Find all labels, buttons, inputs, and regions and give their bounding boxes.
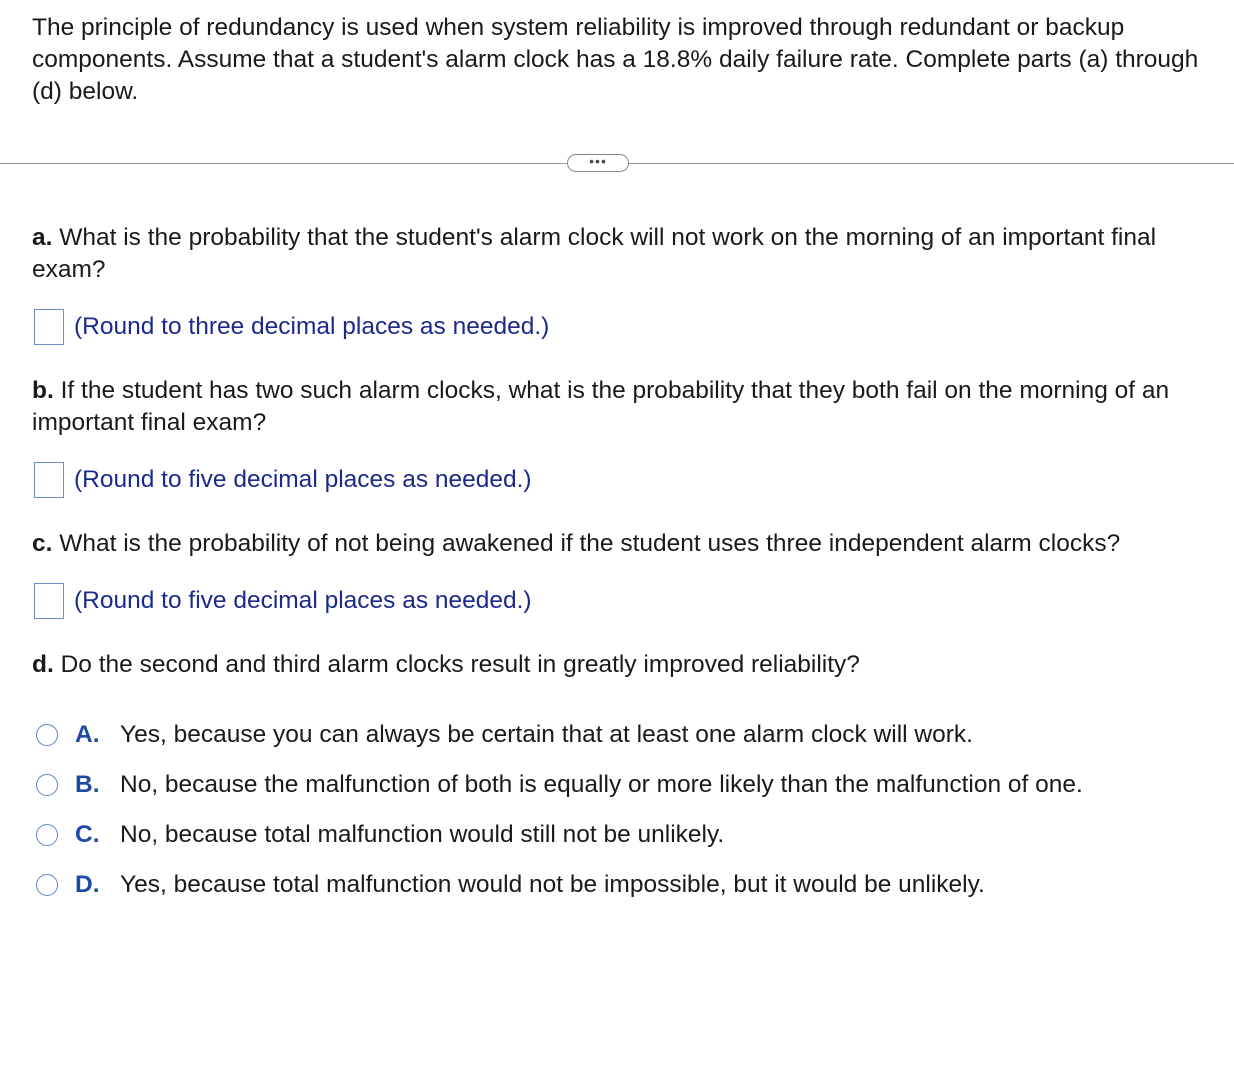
radio-a[interactable]	[36, 724, 58, 746]
question-b	[32, 375, 1212, 439]
question-d-label: d.	[32, 651, 54, 678]
hint-b: (Round to five decimal places as needed.)	[74, 466, 532, 493]
choice-b-text: No, because the malfunction of both is equally or more likely than the malfunction of one.	[120, 771, 1083, 798]
expand-more-button[interactable]: •••	[567, 154, 629, 172]
choice-a-letter: A.	[75, 721, 100, 748]
radio-b[interactable]	[36, 774, 58, 796]
question-b-label: b.	[32, 377, 54, 404]
answer-input-a[interactable]	[34, 309, 64, 345]
choice-b-letter: B.	[75, 771, 100, 798]
choice-a[interactable]	[36, 719, 973, 751]
question-d-text: Do the second and third alarm clocks result in greatly improved reliability?	[60, 651, 860, 678]
answer-input-b[interactable]	[34, 462, 64, 498]
choice-a-text: Yes, because you can always be certain that at least one alarm clock will work.	[120, 721, 973, 748]
choice-c-text: No, because total malfunction would still not be unlikely.	[120, 821, 725, 848]
radio-d[interactable]	[36, 874, 58, 896]
question-a	[32, 222, 1212, 286]
choice-d[interactable]	[36, 869, 985, 901]
question-c-label: c.	[32, 530, 53, 557]
choice-d-letter: D.	[75, 871, 100, 898]
question-c	[32, 528, 1212, 560]
choice-d-text: Yes, because total malfunction would not be impossible, but it would be unlikely.	[120, 871, 985, 898]
question-a-label: a.	[32, 224, 53, 251]
hint-c: (Round to five decimal places as needed.)	[74, 587, 532, 614]
problem-statement: The principle of redundancy is used when system reliability is improved through redundant or backup components. Assume that a student's alarm clock has a 18.8% daily failure rate. Complete parts (a) through (d) below.	[32, 14, 1199, 105]
choice-b[interactable]	[36, 769, 1083, 801]
question-d	[32, 649, 1212, 681]
hint-a: (Round to three decimal places as needed.)	[74, 313, 550, 340]
question-a-text: What is the probability that the student's alarm clock will not work on the morning of an important final exam?	[32, 224, 1157, 283]
answer-row-a	[34, 308, 549, 346]
answer-input-c[interactable]	[34, 583, 64, 619]
answer-row-c	[34, 582, 532, 620]
choice-c[interactable]	[36, 819, 724, 851]
question-c-text: What is the probability of not being awakened if the student uses three independent alarm clocks?	[59, 530, 1121, 557]
answer-row-b	[34, 461, 532, 499]
choice-c-letter: C.	[75, 821, 100, 848]
question-b-text: If the student has two such alarm clocks, what is the probability that they both fail on the morning of an important final exam?	[32, 377, 1170, 436]
radio-c[interactable]	[36, 824, 58, 846]
